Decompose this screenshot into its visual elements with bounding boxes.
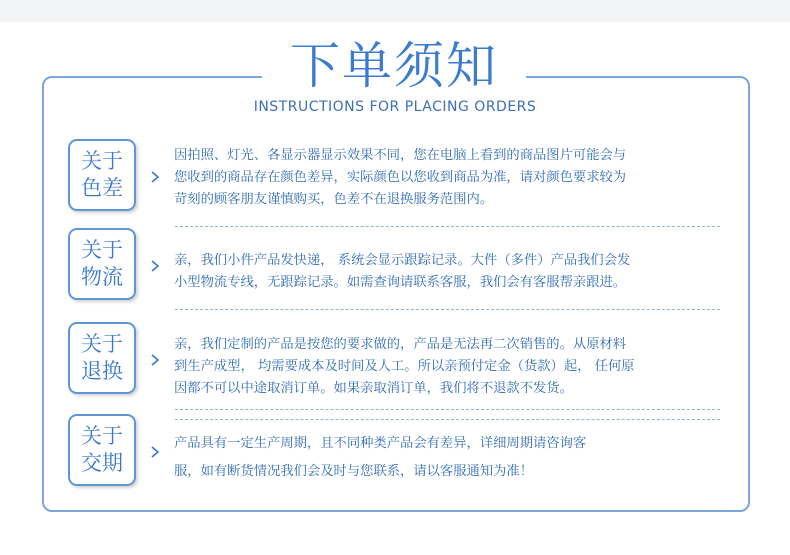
tag-logistics — [68, 228, 136, 300]
text-line: 服，如有断货情况我们会及时与您联系，请以客服通知为准！ — [174, 464, 534, 479]
tag-line2: 物流 — [81, 265, 123, 289]
tag-delivery-time — [68, 414, 136, 486]
tag-line1: 关于 — [81, 332, 123, 356]
text-line: 因拍照、灯光、各显示器显示效果不同，您在电脑上看到的商品图片可能会与 — [174, 148, 627, 163]
tag-line2: 交期 — [81, 451, 123, 475]
tag-line1: 关于 — [81, 149, 123, 173]
text-line: 您收到的商品存在颜色差异，实际颜色以您收到商品为准，请对颜色要求较为 — [174, 170, 627, 185]
title-wrap — [262, 30, 526, 102]
top-band — [0, 0, 790, 22]
dashed-divider — [175, 419, 720, 420]
section-text — [174, 430, 726, 486]
chevron-right-icon — [148, 445, 162, 459]
chevron-right-icon — [148, 259, 162, 273]
tag-line2: 退换 — [81, 359, 123, 383]
tag-line1: 关于 — [81, 238, 123, 262]
dashed-divider — [175, 309, 720, 310]
section-text — [174, 250, 726, 294]
tag-returns — [68, 322, 136, 394]
tag-line1: 关于 — [81, 424, 123, 448]
text-line: 亲，我们定制的产品是按您的要求做的，产品是无法再二次销售的。从原材料 — [174, 337, 627, 352]
text-line: 小型物流专线，无跟踪记录。如需查询请联系客服，我们会有客服帮亲跟进。 — [174, 275, 627, 290]
page-title: 下单须知 — [290, 37, 498, 95]
section-text — [174, 145, 726, 211]
tag-line2: 色差 — [81, 176, 123, 200]
dashed-divider — [175, 226, 720, 227]
chevron-right-icon — [148, 170, 162, 184]
section-text — [174, 334, 726, 400]
text-line: 因都不可以中途取消订单。如果亲取消订单，我们将不退款不发货。 — [174, 381, 573, 396]
chevron-right-icon — [148, 353, 162, 367]
text-line: 亲，我们小件产品发快递， 系统会显示跟踪记录。大件（多件）产品我们会发 — [174, 253, 631, 268]
text-line: 产品具有一定生产周期，且不同种类产品会有差异，详细周期请咨询客 — [174, 436, 587, 451]
page-subtitle: INSTRUCTIONS FOR PLACING ORDERS — [253, 99, 537, 115]
text-line: 苛刻的顾客朋友谨慎购买，色差不在退换服务范围内。 — [174, 192, 494, 207]
tag-color-difference — [68, 139, 136, 211]
text-line: 到生产成型， 均需要成本及时间及人工。所以亲预付定金（货款）起， 任何原 — [174, 359, 635, 374]
dashed-divider — [175, 409, 720, 410]
